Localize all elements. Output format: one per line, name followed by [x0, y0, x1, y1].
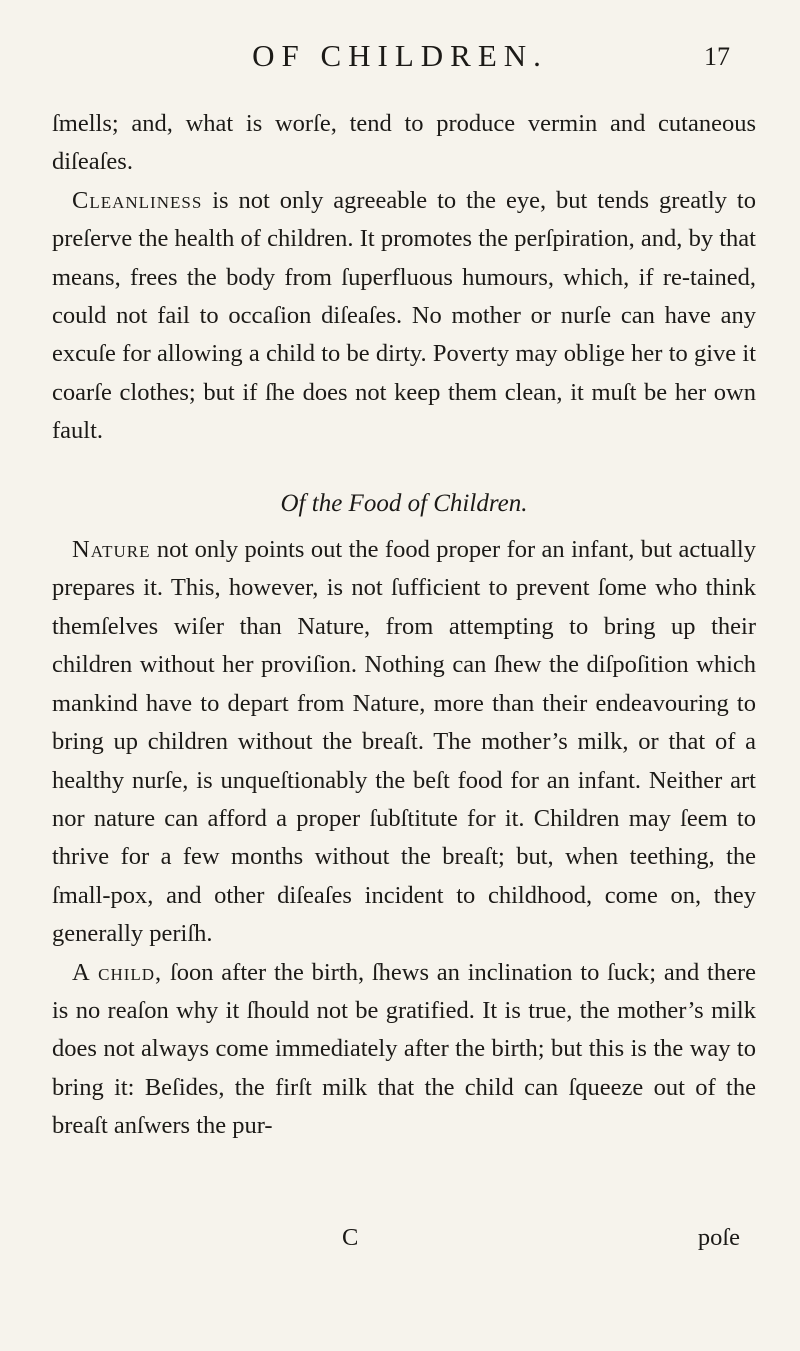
paragraph-2-lead: Cleanliness	[72, 186, 203, 214]
paragraph-4	[52, 954, 756, 1146]
running-head	[52, 38, 748, 88]
paragraph-1: ſmells; and, what is worſe, tend to produce vermin and cutaneous diſeaſes.	[52, 110, 756, 176]
paragraph-3	[52, 531, 756, 953]
catchline	[52, 1224, 740, 1264]
paragraph-2-text: is not only agreeable to the eye, but tends greatly to preſerve the health of children. It promotes the perſpiration, and, by that means, frees the body from ſuperfluous humours, which, if re-tained, could not fail to occaſion diſeaſes. No mother or nurſe can have any excuſe for allowing a child to be dirty. Poverty may oblige her to give it coarſe clothes; but if ſhe does not keep them clean, it muſt be her own fault.	[52, 186, 756, 445]
paragraph-3-lead: Nature	[72, 536, 151, 564]
signature-mark: C	[342, 1224, 359, 1251]
page-number: 17	[704, 42, 730, 71]
section-heading: Of the Food of Children.	[280, 489, 528, 517]
body-text	[52, 105, 756, 1146]
paragraph-4-text: ſoon after the birth, ſhews an inclination to ſuck; and there is no reaſon why it ſhould not be gratified. It is true, the mother’s milk does not always come immediately after the birth; but this is the way to bring it: Beſides, the firſt milk that the child can ſqueeze out of the breaſt anſwers the pur-	[52, 958, 756, 1140]
paragraph-4-lead: A child,	[72, 958, 163, 986]
catchword: poſe	[697, 1224, 740, 1251]
paragraph-3-text: not only points out the food proper for an infant, but actually prepares it. This, however, is not ſufficient to prevent ſome who think themſelves wiſer than Nature, from attempting to bring up their children without her proviſion. Nothing can ſhew the diſpoſition which mankind have to depart from Nature, more than their endeavouring to bring up children without the breaſt. The mother’s milk, or that of a healthy nurſe, is unqueſtionably the beſt food for an infant. Neither art nor nature can afford a proper ſubſtitute for it. Children may ſeem to thrive for a few months without the breaſt; but, when teething, the ſmall-pox, and other diſeaſes incident to childhood, come on, they generally periſh.	[52, 536, 756, 948]
running-title: OF CHILDREN.	[252, 38, 548, 73]
paragraph-2	[52, 182, 756, 451]
